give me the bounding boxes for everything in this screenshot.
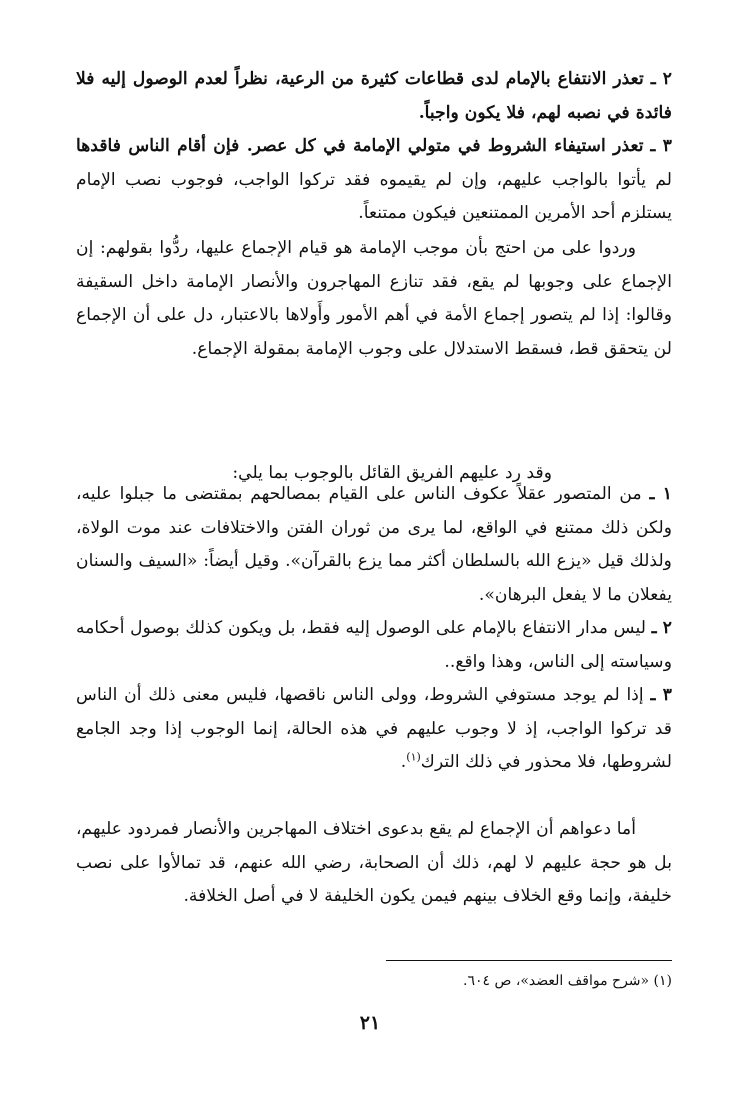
footnote-divider (386, 960, 672, 961)
body-paragraph: وقد رد عليهم الفريق القائل بالوجوب بما يلي: (232, 463, 552, 483)
list-item-text: تعذر الانتفاع بالإمام لدى قطاعات كثيرة من الرعية، نظراً لعدم الوصول إليه فلا فائدة في نصبه لهم، فلا يكون واجباً. (76, 69, 672, 123)
list-item-number: ٣ ـ (650, 136, 672, 156)
list-item-number: ١ ـ (649, 484, 672, 504)
list-item-text: من المتصور عقلاً عكوف الناس على القيام بمصالحهم بمقتضى ما جبلوا عليه، ولكن ذلك ممتنع في الواقع، لما يرى من ثوران الفتن والاختلافات عند موت الولاة، ولذلك قيل «يزع الله بالسلطان أكثر مما يزع بالقرآن». وقيل أيضاً: «السيف والسنان يفعلان ما لا يفعل البرهان». (76, 484, 672, 605)
list-item-lead: تعذر استيفاء الشروط في متولي الإمامة في كل عصر. فإن أقام الناس فاقدها (76, 136, 644, 156)
list-item (76, 130, 672, 231)
reasons-list (76, 63, 672, 231)
list-item-tail: . (400, 752, 407, 772)
body-paragraph: أما دعواهم أن الإجماع لم يقع بدعوى اختلاف المهاجرين والأنصار فمردود عليهم، بل هو حجة عليهم لا لهم، ذلك أن الصحابة، رضي الله عنهم، قد تمالأوا على نصب خليفة، وإنما وقع الخلاف بينهم فيمن يكون الخليفة لا في أصل الخلافة. (76, 819, 672, 906)
list-item-number: ٣ ـ (650, 685, 672, 705)
list-item (76, 612, 672, 679)
list-item (76, 679, 672, 780)
footnote-reference[interactable]: (١) (406, 750, 421, 764)
footnote: (١) «شرح مواقف العضد»، ص ٦٠٤. (463, 973, 672, 989)
list-item-text: إذا لم يوجد مستوفي الشروط، وولى الناس ناقصها، فليس معنى ذلك أن الناس قد تركوا الواجب، إذ لا وجوب عليهم في هذه الحالة، إنما الوجوب إذا وجد الجامع لشروطها، فلا محذور في ذلك الترك (76, 685, 672, 772)
list-item (76, 63, 672, 130)
list-item-number: ٢ ـ (651, 618, 672, 638)
list-item-text: ليس مدار الانتفاع بالإمام على الوصول إليه فقط، بل ويكون كذلك بوصول أحكامه وسياسته إلى الناس، وهذا واقع.. (76, 618, 672, 672)
body-paragraph: وردوا على من احتج بأن موجب الإمامة هو قيام الإجماع عليها، ردُّوا بقولهم: إن الإجماع على وجوبها لم يقع، فقد تنازع المهاجرون والأنصار الإمامة داخل السقيفة وقالوا: إذا لم يتصور إجماع الأمة في أهم الأمور وأَولاها بالاعتبار، دل على أن الإجماع لن يتحقق قط، فسقط الاستدلال على وجوب الإمامة بمقولة الإجماع. (76, 238, 672, 359)
list-item-number: ٢ ـ (650, 69, 672, 89)
rebuttal-list (76, 478, 672, 780)
page-number: ٢١ (359, 1012, 381, 1034)
list-item (76, 478, 672, 612)
list-item-text: لم يأتوا بالواجب عليهم، وإن لم يقيموه فقد تركوا الواجب، فوجوب نصب الإمام يستلزم أحد الأمرين الممتنعين فيكون ممتنعاً. (76, 169, 672, 223)
